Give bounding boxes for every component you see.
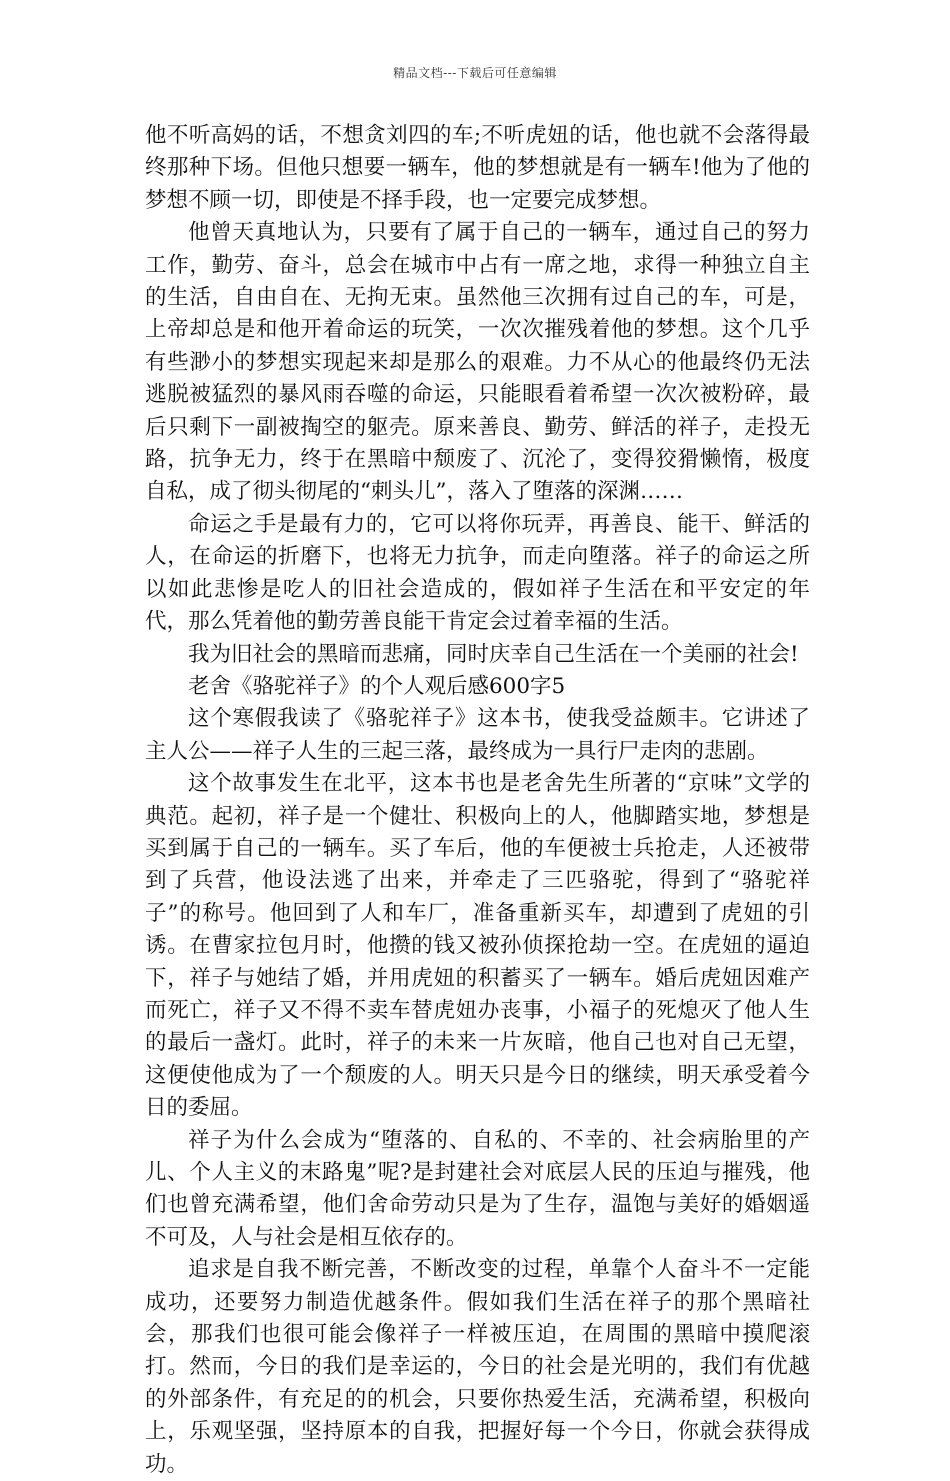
- paragraph-3: 命运之手是最有力的，它可以将你玩弄，再善良、能干、鲜活的人，在命运的折磨下，也将无力抗争，而走向堕落。祥子的命运之所以如此悲惨是吃人的旧社会造成的，假如祥子生活在和平安定的年代，那么凭着他的勤劳善良能干肯定会过着幸福的生活。: [145, 511, 810, 635]
- section-title: 老舍《骆驼祥子》的个人观后感600字5: [188, 673, 566, 699]
- page-header: 精品文档---下载后可任意编辑: [393, 66, 557, 80]
- document-body: [145, 120, 810, 1481]
- paragraph-8: 追求是自我不断完善，不断改变的过程，单靠个人奋斗不一定能成功，还要努力制造优越条件。假如我们生活在祥子的那个黑暗社会，那我们也很可能会像祥子一样被压迫，在周围的黑暗中摸爬滚打。然而，今日的我们是幸运的，今日的社会是光明的，我们有优越的外部条件，有充足的的机会，只要你热爱生活，充满希望，积极向上，乐观坚强，坚持原本的自我，把握好每一个今日，你就会获得成功。: [145, 1257, 810, 1477]
- paragraph-6: 这个故事发生在北平，这本书也是老舍先生所著的“京味”文学的典范。起初，祥子是一个健壮、积极向上的人，他脚踏实地，梦想是买到属于自己的一辆车。买了车后，他的车便被士兵抢走，人还被带到了兵营，他设法逃了出来，并牵走了三匹骆驼，得到了“骆驼祥子”的称号。他回到了人和车厂，准备重新买车，却遭到了虎妞的引诱。在曹家拉包月时，他攒的钱又被孙侦探抢劫一空。在虎妞的逼迫下，祥子与她结了婚，并用虎妞的积蓄买了一辆车。婚后虎妞因难产而死亡，祥子又不得不卖车替虎妞办丧事，小福子的死熄灭了他人生的最后一盏灯。此时，祥子的未来一片灰暗，他自己也对自己无望，这便使他成为了一个颓废的人。明天只是今日的继续，明天承受着今日的委屈。: [145, 771, 810, 1121]
- paragraph-7: 祥子为什么会成为“堕落的、自私的、不幸的、社会病胎里的产儿、个人主义的末路鬼”呢?是封建社会对底层人民的压迫与摧残，他们也曾充满希望，他们舍命劳动只是为了生存，温饱与美好的婚姻遥不可及，人与社会是相互依存的。: [145, 1127, 810, 1250]
- paragraph-4: 我为旧社会的黑暗而悲痛，同时庆幸自己生活在一个美丽的社会!: [188, 641, 799, 667]
- paragraph-5: 这个寒假我读了《骆驼祥子》这本书，使我受益颇丰。它讲述了主人公——祥子人生的三起三落，最终成为一具行尸走肉的悲剧。: [145, 706, 810, 764]
- paragraph-1: 他不听高妈的话，不想贪刘四的车;不听虎妞的话，他也就不会落得最终那种下场。但他只想要一辆车，他的梦想就是有一辆车!他为了他的梦想不顾一切，即使是不择手段，也一定要完成梦想。: [145, 123, 810, 213]
- paragraph-2: 他曾天真地认为，只要有了属于自己的一辆车，通过自己的努力工作，勤劳、奋斗，总会在城市中占有一席之地，求得一种独立自主的生活，自由自在、无拘无束。虽然他三次拥有过自己的车，可是，上帝却总是和他开着命运的玩笑，一次次摧残着他的梦想。这个几乎有些渺小的梦想实现起来却是那么的艰难。力不从心的他最终仍无法逃脱被猛烈的暴风雨吞噬的命运，只能眼看着希望一次次被粉碎，最后只剩下一副被掏空的躯壳。原来善良、勤劳、鲜活的祥子，走投无路，抗争无力，终于在黑暗中颓废了、沉沦了，变得狡猾懒惰，极度自私，成了彻头彻尾的“刺头儿”，落入了堕落的深渊……: [145, 220, 810, 505]
